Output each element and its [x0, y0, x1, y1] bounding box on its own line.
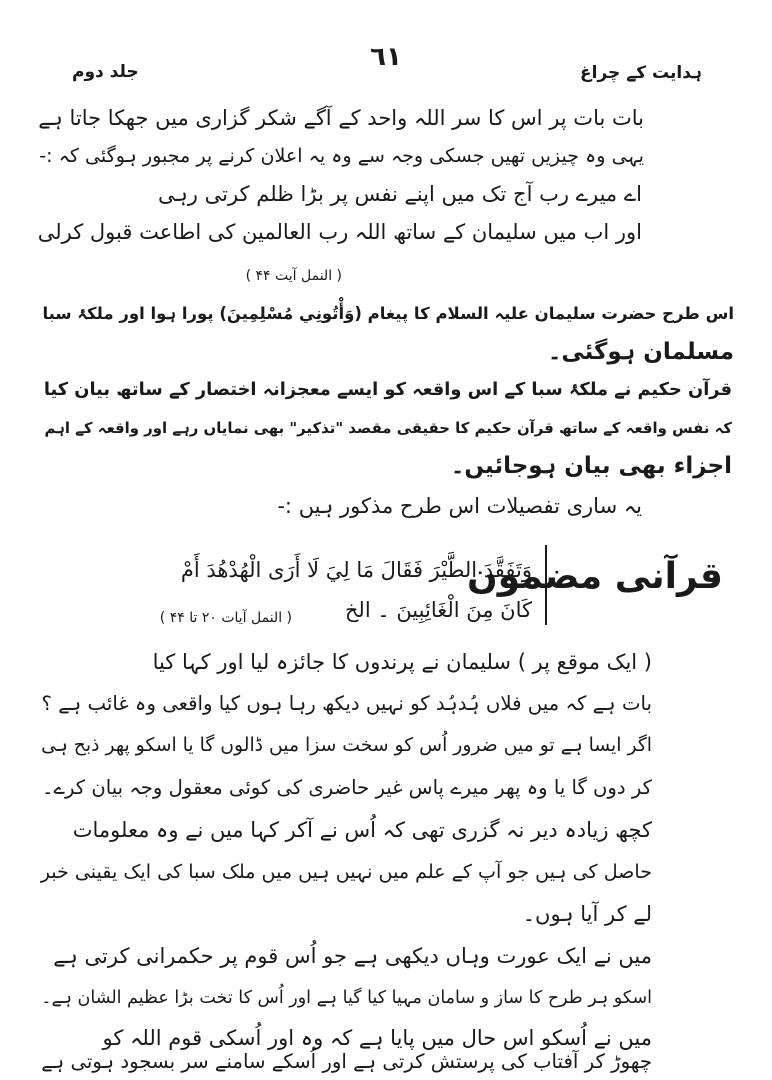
- verse-reference: ( النمل آیت ۴۴ ): [245, 268, 342, 284]
- text-line: اس طرح حضرت سلیمان علیہ السلام کا پیغام (وَأْتُونِي مُسْلِمِينَ) پورا ہوا اور ملکۂ سبا: [42, 304, 734, 323]
- text-line: میں نے ایک عورت وہاں دیکھی ہے جو اُس قوم پر حکمرانی کرتی ہے: [53, 944, 652, 968]
- text-line: بات بات پر اس کا سر اللہ واحد کے آگے شکر گزاری میں جھکا جاتا ہے: [38, 106, 644, 130]
- text-line: کہ نفس واقعہ کے ساتھ قرآن حکیم کا حقیقی مقصد "تذکیر" بھی نمایاں رہے اور واقعہ کے اہم: [44, 419, 732, 437]
- text-line: کر دوں گا یا وہ پھر میرے پاس غیر حاضری کی کوئی معقول وجہ بیان کرے۔: [42, 776, 652, 799]
- text-line: مسلمان ہوگئی۔: [547, 339, 734, 365]
- text-line: کچھ زیادہ دیر نہ گزری تھی کہ اُس نے آکر کہا میں نے وہ معلومات: [72, 818, 652, 842]
- text-line: چھوڑ کر آفتاب کی پرستش کرتی ہے اور اُسکے سامنے سر بسجود ہوتی ہے: [41, 1050, 652, 1073]
- text-line: حاصل کی ہیں جو آپ کے علم میں نہیں ہیں میں ملک سبا کی ایک یقینی خبر: [40, 860, 652, 883]
- book-title: ہدایت کے چراغ: [580, 63, 702, 83]
- quran-verse: كَانَ مِنَ الْغَائِبِينَ ۔ الخ: [344, 598, 532, 622]
- text-line: لے کر آیا ہوں۔: [522, 902, 652, 926]
- text-line: یہی وہ چیزیں تھیں جسکی وجہ سے وہ یہ اعلان کرنے پر مجبور ہوگئی کہ :-: [39, 144, 644, 167]
- text-line: میں نے اُسکو اس حال میں پایا ہے کہ وہ اور اُسکی قوم اللہ کو: [102, 1026, 652, 1050]
- text-line: قرآن حکیم نے ملکۂ سبا کے اس واقعہ کو ایسے معجزانہ اختصار کے ساتھ بیان کیا: [43, 379, 732, 400]
- text-line: اے میرے رب آج تک میں اپنے نفس پر بڑا ظلم کرتی رہی: [157, 182, 642, 206]
- text-line: ( ایک موقع پر ) سلیمان نے پرندوں کا جائزہ لیا اور کہا کیا: [152, 650, 652, 674]
- quran-verse: وَتَفَقَّدَ الطَّيْرَ فَقَالَ مَا لِيَ لَا أَرَى الْهُدْهُدَ أَمْ: [180, 558, 532, 582]
- text-line: اور اب میں سلیمان کے ساتھ اللہ رب العالمین کی اطاعت قبول کرلی: [37, 220, 642, 244]
- text-line: اسکو ہر طرح کا ساز و سامان مہیا کیا گیا ہے اور اُس کا تخت بڑا عظیم الشان ہے۔: [41, 988, 652, 1008]
- verse-reference: ( النمل آیات ۲۰ تا ۴۴ ): [159, 610, 292, 626]
- page-number: ٦١: [370, 42, 402, 72]
- section-heading: قرآنی مضمون: [467, 556, 723, 597]
- text-line: اگر ایسا ہے تو میں ضرور اُس کو سخت سزا میں ڈالوں گا یا اسکو پھر ذبح ہی: [41, 735, 652, 756]
- text-line: اجزاء بھی بیان ہوجائیں۔: [450, 453, 732, 479]
- volume-label: جلد دوم: [72, 62, 139, 82]
- text-line: بات ہے کہ میں فلاں ہُدہُد کو نہیں دیکھ رہا ہوں کیا واقعی وہ غائب ہے ؟: [41, 692, 652, 715]
- text-line: یہ ساری تفصیلات اس طرح مذکور ہیں :-: [277, 494, 642, 518]
